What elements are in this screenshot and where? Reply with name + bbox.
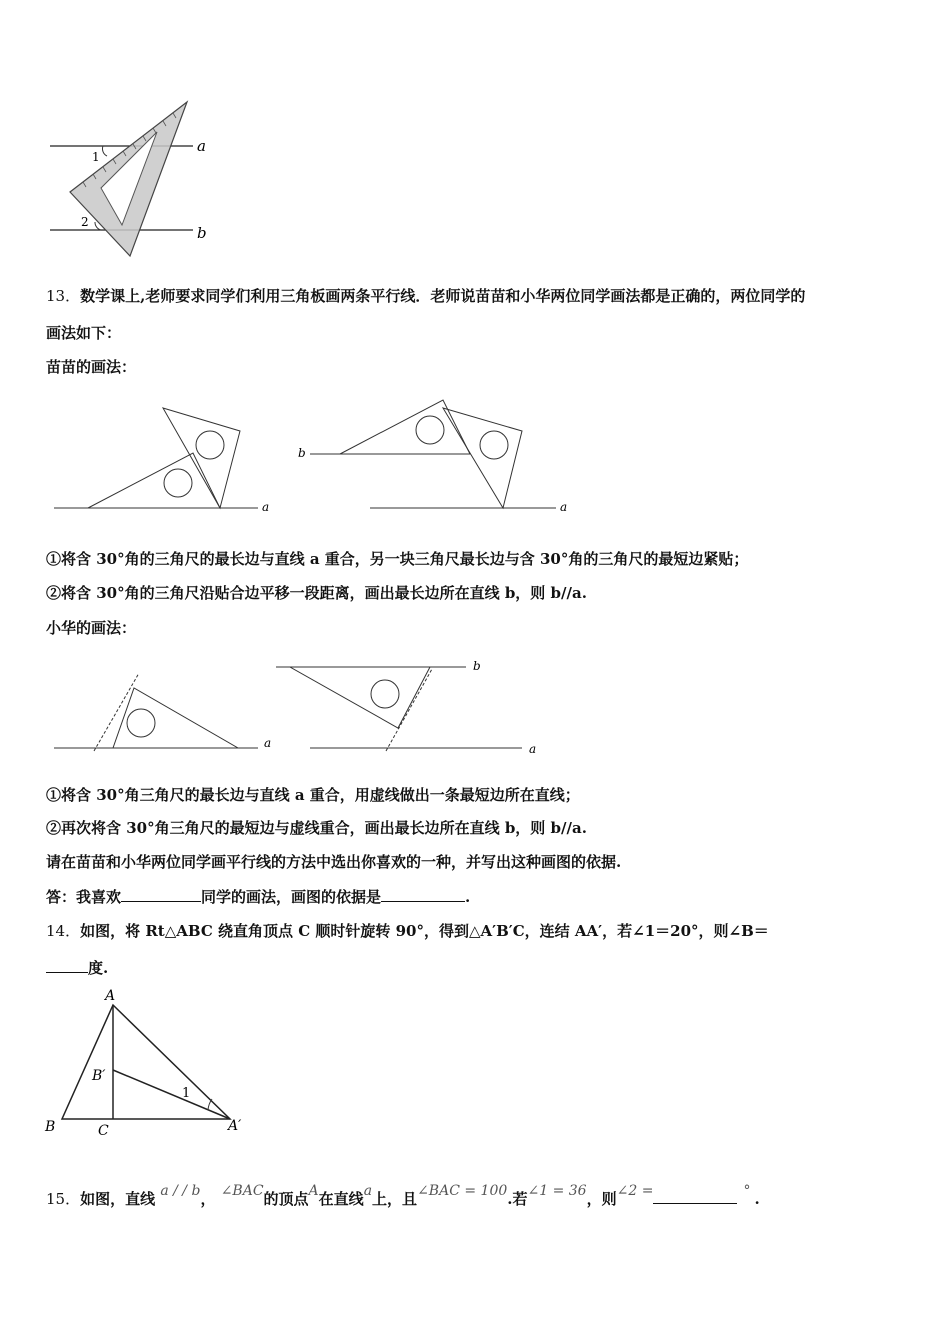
q15-t6: .若 bbox=[507, 1190, 528, 1208]
q13-blank-reason[interactable] bbox=[381, 887, 465, 902]
q14-label-A-prime: A′ bbox=[228, 1118, 242, 1134]
label-angle-1: 1 bbox=[92, 150, 100, 164]
q13-number: 13． bbox=[46, 287, 81, 305]
mm-circle-3 bbox=[416, 416, 444, 444]
mm-triangle-second-left bbox=[163, 408, 240, 508]
q13-text-1: 数学课上,老师要求同学们利用三角板画两条平行线．老师说苗苗和小华两位同学画法都是正确的，两位同学的 bbox=[80, 287, 806, 305]
xh-label-a-right: a bbox=[529, 742, 537, 755]
q13-xiaohua-title: 小华的画法： bbox=[46, 619, 137, 637]
label-angle-2: 2 bbox=[81, 215, 89, 229]
q15-t3: 的顶点 bbox=[263, 1190, 309, 1208]
q13-answer-prefix: 答：我喜欢 bbox=[46, 888, 122, 906]
q14-label-C: C bbox=[98, 1123, 109, 1139]
xh-triangle-right bbox=[290, 667, 430, 728]
label-a: a bbox=[197, 137, 206, 155]
q14-line1 bbox=[46, 921, 769, 941]
mm-circle-1 bbox=[164, 469, 192, 497]
q14-angle-1-arc bbox=[208, 1099, 212, 1110]
q15-number: 15． bbox=[46, 1190, 81, 1208]
q14-label-B: B bbox=[45, 1119, 56, 1135]
q15-math-a: a bbox=[363, 1183, 373, 1199]
q13-line1 bbox=[46, 286, 805, 306]
q14-triangle-ABA bbox=[62, 1005, 230, 1119]
mm-circle-2 bbox=[196, 431, 224, 459]
q14-segment-BprimeA bbox=[113, 1070, 230, 1119]
q13-mm-step1: ①将含 30°角的三角尺的最长边与直线 a 重合，另一块三角尺最长边与含 30°角的三角尺的最短边紧贴； bbox=[46, 550, 749, 568]
mm-circle-4 bbox=[480, 431, 508, 459]
q15-math-angle-value: ∠BAC = 100 bbox=[417, 1183, 508, 1199]
q15-t2: ， bbox=[200, 1190, 216, 1208]
q13-answer-end: . bbox=[465, 888, 471, 906]
q14-label-1: 1 bbox=[182, 1086, 191, 1101]
q14-unit: 度. bbox=[88, 959, 109, 977]
q15-line bbox=[46, 1183, 760, 1210]
mm-triangle-30-right bbox=[340, 400, 470, 454]
q15-t4: 在直线 bbox=[318, 1190, 364, 1208]
angle-1-arc bbox=[102, 146, 107, 156]
q14-line2 bbox=[46, 958, 108, 978]
xh-label-b: b bbox=[473, 659, 481, 673]
q15-t8: . bbox=[754, 1190, 760, 1208]
q13-question: 请在苗苗和小华两位同学画平行线的方法中选出你喜欢的一种，并写出这种画图的依据. bbox=[46, 853, 622, 871]
q15-math-angle2: ∠2 = bbox=[616, 1183, 654, 1199]
q15-math-a-parallel-b: a / / b bbox=[160, 1183, 201, 1199]
q15-math-A: A bbox=[308, 1183, 319, 1199]
xh-triangle-left bbox=[113, 688, 238, 748]
xh-dashed-line-right bbox=[386, 669, 432, 751]
q13-miaomiao-title: 苗苗的画法： bbox=[46, 358, 137, 376]
mm-label-a-left: a bbox=[262, 500, 270, 514]
q14-label-B-prime: B′ bbox=[92, 1068, 106, 1084]
q13-answer bbox=[46, 887, 470, 907]
q13-blank-student[interactable] bbox=[121, 887, 201, 902]
q15-t7: ，则 bbox=[586, 1190, 617, 1208]
mm-triangle-30-left bbox=[88, 453, 220, 508]
q13-answer-mid: 同学的画法，画图的依据是 bbox=[201, 888, 382, 906]
q13-line2: 画法如下： bbox=[46, 324, 122, 342]
mm-label-b: b bbox=[298, 446, 306, 460]
xh-circle-2 bbox=[371, 680, 399, 708]
q15-blank[interactable] bbox=[653, 1189, 737, 1204]
figure-xiaohua bbox=[48, 655, 548, 755]
q14-blank[interactable] bbox=[46, 958, 88, 973]
q15-t5: 上，且 bbox=[372, 1190, 418, 1208]
q15-math-degree: ° bbox=[743, 1183, 751, 1199]
q13-xh-step1: ①将含 30°角三角尺的最长边与直线 a 重合，用虚线做出一条最短边所在直线； bbox=[46, 786, 580, 804]
xh-circle-1 bbox=[127, 709, 155, 737]
mm-label-a-right: a bbox=[560, 500, 568, 514]
q15-math-angle-bac: ∠BAC bbox=[220, 1183, 264, 1199]
xh-label-a-left: a bbox=[264, 736, 272, 750]
label-b: b bbox=[197, 224, 207, 242]
figure-q12-triangle-ruler bbox=[45, 98, 215, 260]
q14-label-A: A bbox=[105, 988, 116, 1004]
figure-miaomiao bbox=[48, 398, 578, 520]
figure-q14-triangle bbox=[40, 985, 260, 1140]
q15-math-angle1: ∠1 = 36 bbox=[527, 1183, 587, 1199]
q14-number: 14． bbox=[46, 922, 81, 940]
q14-text: 如图，将 Rt△ABC 绕直角顶点 C 顺时针旋转 90°，得到△A′B′C，连结 AA′，若∠1＝20°，则∠B＝ bbox=[80, 922, 769, 940]
q13-mm-step2: ②将含 30°角的三角尺沿贴合边平移一段距离，画出最长边所在直线 b，则 b//a. bbox=[46, 584, 587, 602]
q13-xh-step2: ②再次将含 30°角三角尺的最短边与虚线重合，画出最长边所在直线 b，则 b//a. bbox=[46, 819, 587, 837]
q15-t1: 如图，直线 bbox=[80, 1190, 156, 1208]
